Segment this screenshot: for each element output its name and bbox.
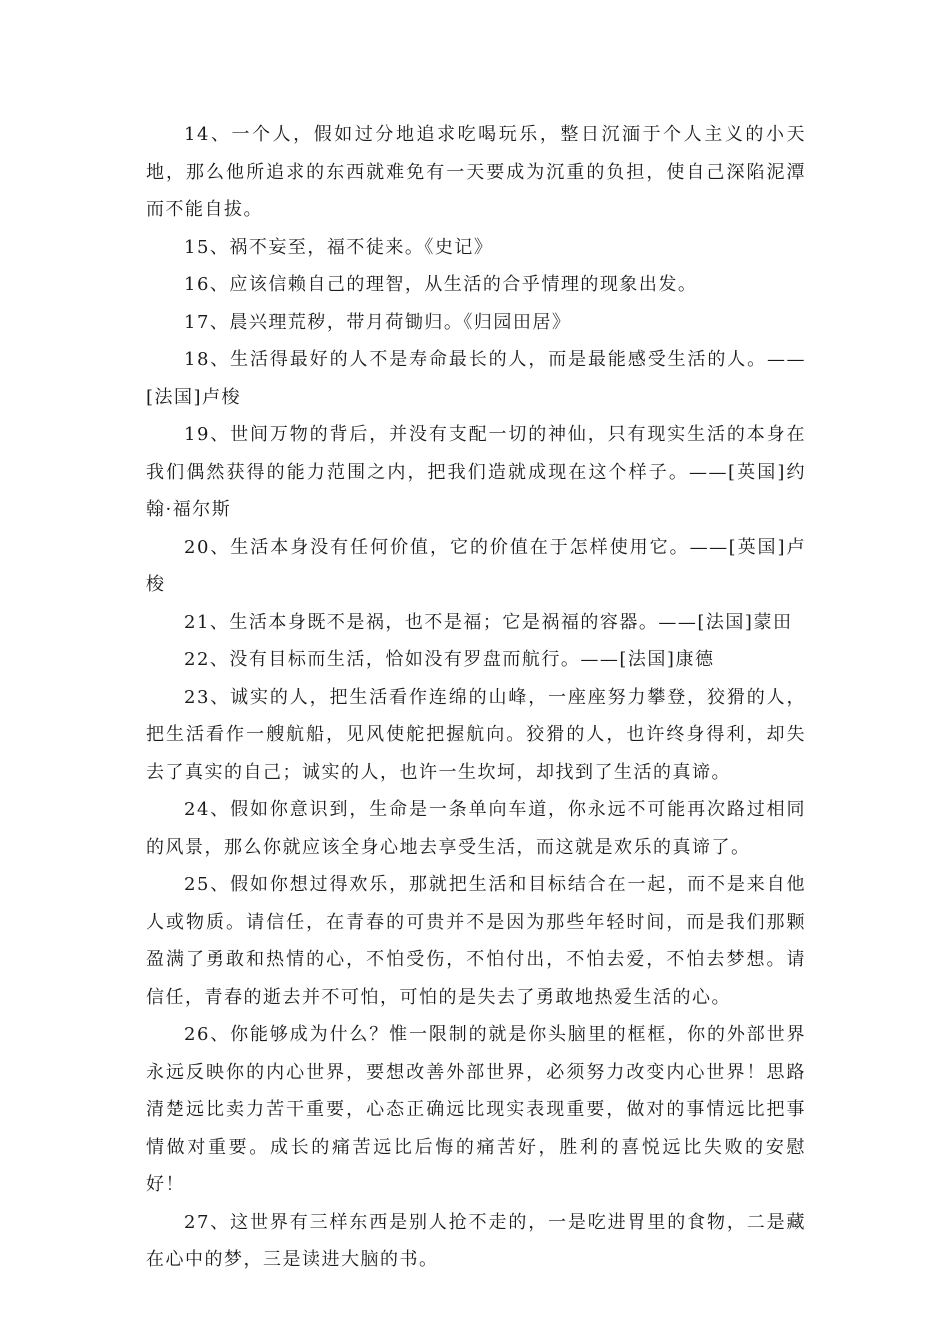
paragraph-25: 25、假如你想过得欢乐，那就把生活和目标结合在一起，而不是来自他人或物质。请信任，在青春的可贵并不是因为那些年轻时间，而是我们那颗盈满了勇敢和热情的心，不怕受伤，不怕付出，不怕去爱，不怕去梦想。请信任，青春的逝去并不可怕，可怕的是失去了勇敢地热爱生活的心。 [146, 874, 806, 1008]
paragraph-19: 19、世间万物的背后，并没有支配一切的神仙，只有现实生活的本身在我们偶然获得的能力范围之内，把我们造就成现在这个样子。——[英国]约翰·福尔斯 [146, 424, 806, 520]
document-body [146, 116, 806, 1279]
paragraph-18: 18、生活得最好的人不是寿命最长的人，而是最能感受生活的人。——[法国]卢梭 [146, 349, 806, 408]
paragraph-26: 26、你能够成为什么？惟一限制的就是你头脑里的框框，你的外部世界永远反映你的内心世界，要想改善外部世界，必须努力改变内心世界！思路清楚远比卖力苦干重要，心态正确远比现实表现重要，做对的事情远比把事情做对重要。成长的痛苦远比后悔的痛苦好，胜利的喜悦远比失败的安慰好！ [146, 1024, 806, 1195]
paragraph-23: 23、诚实的人，把生活看作连绵的山峰，一座座努力攀登，狡猾的人，把生活看作一艘航船，见风使舵把握航向。狡猾的人，也许终身得利，却失去了真实的自己；诚实的人，也许一生坎坷，却找到了生活的真谛。 [146, 686, 806, 783]
paragraph-14: 14、一个人，假如过分地追求吃喝玩乐，整日沉湎于个人主义的小天地，那么他所追求的东西就难免有一天要成为沉重的负担，使自己深陷泥潭而不能自拔。 [146, 124, 806, 220]
paragraph-21: 21、生活本身既不是祸，也不是福；它是祸福的容器。——[法国]蒙田 [184, 611, 793, 633]
paragraph-22: 22、没有目标而生活，恰如没有罗盘而航行。——[法国]康德 [184, 649, 715, 670]
paragraph-24: 24、假如你意识到，生命是一条单向车道，你永远不可能再次路过相同的风景，那么你就应该全身心地去享受生活，而这就是欢乐的真谛了。 [146, 799, 806, 858]
paragraph-27: 27、这世界有三样东西是别人抢不走的，一是吃进胃里的食物，二是藏在心中的梦，三是读进大脑的书。 [146, 1211, 806, 1270]
paragraph-20: 20、生活本身没有任何价值，它的价值在于怎样使用它。——[英国]卢梭 [146, 536, 806, 595]
paragraph-15: 15、祸不妄至，福不徒来。《史记》 [184, 236, 494, 258]
paragraph-17: 17、晨兴理荒秽，带月荷锄归。《归园田居》 [184, 311, 572, 333]
paragraph-16: 16、应该信赖自己的理智，从生活的合乎情理的现象出发。 [184, 274, 698, 295]
